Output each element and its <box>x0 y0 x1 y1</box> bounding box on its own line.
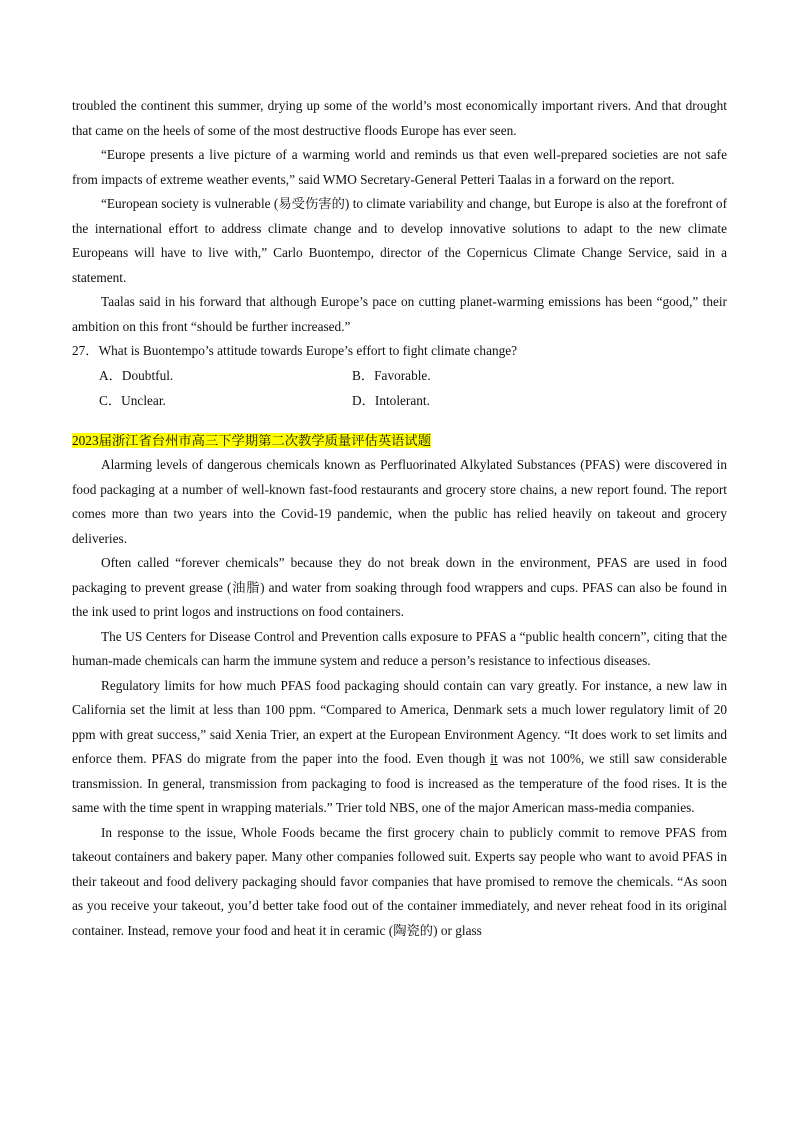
passage2-paragraph-5: In response to the issue, Whole Foods became the first grocery chain to publicly commit to remove PFAS from takeout containers and bakery paper. Many other companies followed suit. Experts say people who want to avoid PFAS in their takeout and food delivery packaging should favor companies that have promised to remove the chemicals. “As soon as you receive your takeout, you’d better take food out of the container immediately, and never reheat food in its original container. Instead, remove your food and heat it in ceramic (陶瓷的) or glass <box>72 824 727 938</box>
option-a: A．Doubtful. <box>99 367 174 383</box>
question-27: 27．What is Buontempo’s attitude towards Europe’s effort to fight climate change? <box>72 343 518 358</box>
paragraph-4-text-after: was not 100%, we still saw considerable transmission. In general, transmission from packaging to food is increased as the temperature of the food rises. It is the same with the time spent in wrapping materials.” Trier told NBS, one of the major American mass-media companies. <box>72 751 727 815</box>
passage2-paragraph-4 <box>72 674 727 821</box>
section-heading-line <box>72 429 727 454</box>
passage2-paragraph-3: The US Centers for Disease Control and Prevention calls exposure to PFAS a “public health concern”, citing that the human-made chemicals can harm the immune system and reduce a person’s resistance to infectious diseases. <box>72 628 727 668</box>
document-content <box>72 94 727 943</box>
option-b: B．Favorable. <box>352 367 431 383</box>
option-d: D．Intolerant. <box>352 392 430 408</box>
option-c: C．Unclear. <box>99 392 166 408</box>
section-heading: 2023届浙江省台州市高三下学期第二次教学质量评估英语试题 <box>72 432 432 448</box>
passage1-paragraph-3: “European society is vulnerable (易受伤害的) to climate variability and change, but Europe is also at the forefront of the international effort to address climate change and to develop innovative solutions to adapt to the new climate Europeans will have to live with,” Carlo Buontempo, director of the Copernicus Climate Change Service, said in a statement. <box>72 196 727 285</box>
paragraph-4-text-before: Regulatory limits for how much PFAS food packaging should contain can vary greatly. For instance, a new law in California set the limit at less than 100 ppm. “Compared to America, Denmark sets a much lower regulatory limit of 20 ppm with great success,” said Xenia Trier, an expert at the European Environment Agency. “It does work to set limits and enforce them. PFAS do migrate from the paper into the food. Even though <box>72 677 727 766</box>
underlined-word-it: it <box>490 751 498 766</box>
section-gap <box>72 413 727 429</box>
passage1-paragraph-2: “Europe presents a live picture of a warming world and reminds us that even well-prepared societies are not safe from impacts of extreme weather events,” said WMO Secretary-General Petteri Taalas in a forward on the report. <box>72 147 727 187</box>
passage1-paragraph-4: Taalas said in his forward that although Europe’s pace on cutting planet-warming emissions has been “good,” their ambition on this front “should be further increased.” <box>72 294 727 334</box>
passage1-paragraph-1: troubled the continent this summer, drying up some of the world’s most economically important rivers. And that drought that came on the heels of some of the most destructive floods Europe has ever seen. <box>72 98 727 138</box>
question-27-options <box>72 364 727 413</box>
passage2-paragraph-2: Often called “forever chemicals” because they do not break down in the environment, PFAS are used in food packaging to prevent grease (油脂) and water from soaking through food wrappers and cups. PFAS can also be found in the ink used to print logos and instructions on food containers. <box>72 555 727 619</box>
passage2-paragraph-1: Alarming levels of dangerous chemicals known as Perfluorinated Alkylated Substances (PFAS) were discovered in food packaging at a number of well-known fast-food restaurants and grocery store chains, a new report found. The report comes more than two years into the Covid-19 pandemic, when the public has relied heavily on takeout and grocery deliveries. <box>72 457 727 546</box>
